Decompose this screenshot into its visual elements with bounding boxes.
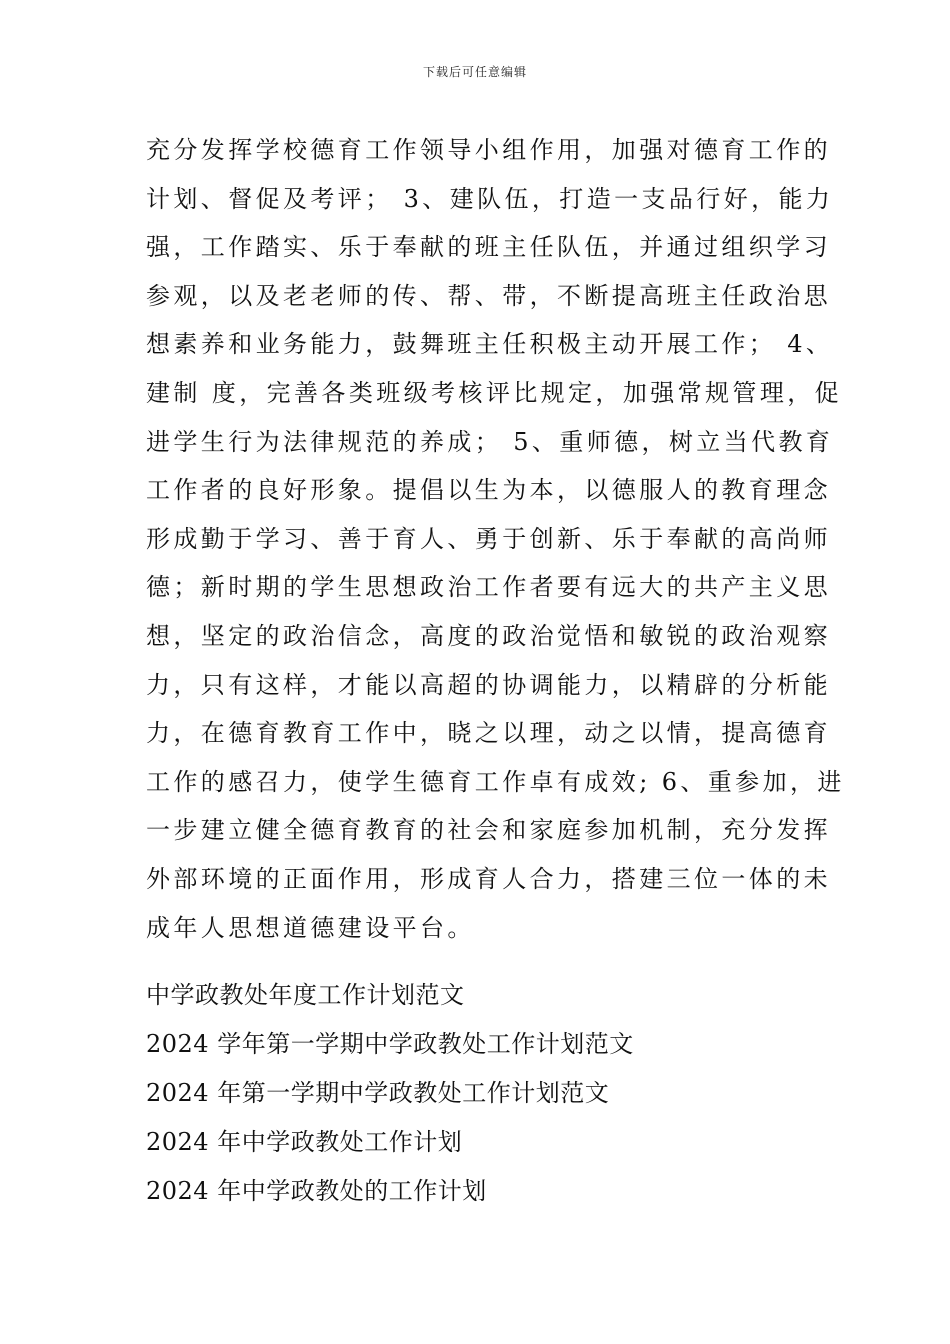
body-paragraph bbox=[146, 126, 845, 952]
page-header: 下载后可任意编辑 bbox=[422, 65, 527, 79]
body-line: 强，工作踏实、乐于奉献的班主任队伍，并通过组织学习 bbox=[146, 233, 831, 262]
body-line: 充分发挥学校德育工作领导小组作用，加强对德育工作的 bbox=[146, 136, 831, 164]
body-line: 德；新时期的学生思想政治工作者要有远大的共产主义思 bbox=[146, 573, 831, 602]
related-articles-list bbox=[146, 971, 810, 1216]
body-line: 想，坚定的政治信念，高度的政治觉悟和敏锐的政治观察 bbox=[146, 621, 831, 650]
body-line: 形成勤于学习、善于育人、勇于创新、乐于奉献的高尚师 bbox=[146, 524, 831, 553]
related-article-link[interactable]: 2024 年第一学期中学政教处工作计划范文 bbox=[146, 1079, 610, 1107]
body-line: 力，只有这样，才能以高超的协调能力，以精辟的分析能 bbox=[146, 670, 831, 699]
body-line: 成年人思想道德建设平台。 bbox=[146, 913, 475, 942]
body-line: 建制 度，完善各类班级考核评比规定，加强常规管理，促 bbox=[146, 378, 843, 407]
body-line: 想素养和业务能力，鼓舞班主任积极主动开展工作； 4、 bbox=[146, 330, 834, 359]
body-line: 进学生行为法律规范的养成； 5、重师德，树立当代教育 bbox=[146, 427, 834, 456]
related-article-link[interactable]: 2024 年中学政教处的工作计划 bbox=[146, 1177, 487, 1205]
related-article-link[interactable]: 中学政教处年度工作计划范文 bbox=[146, 981, 465, 1009]
body-line: 工作者的良好形象。提倡以生为本，以德服人的教育理念 bbox=[146, 476, 831, 505]
body-line: 计划、督促及考评； 3、建队伍，打造一支品行好，能力 bbox=[146, 184, 834, 213]
related-article-link[interactable]: 2024 年中学政教处工作计划 bbox=[146, 1128, 463, 1156]
body-line: 外部环境的正面作用，形成育人合力，搭建三位一体的未 bbox=[146, 864, 831, 893]
body-line: 参观，以及老老师的传、帮、带，不断提高班主任政治思 bbox=[146, 281, 831, 310]
body-line: 工作的感召力，使学生德育工作卓有成效; 6、重参加，进 bbox=[146, 767, 845, 796]
body-line: 力，在德育教育工作中，晓之以理，动之以情，提高德育 bbox=[146, 719, 831, 748]
body-line: 一步建立健全德育教育的社会和家庭参加机制，充分发挥 bbox=[146, 816, 831, 845]
related-article-link[interactable]: 2024 学年第一学期中学政教处工作计划范文 bbox=[146, 1030, 634, 1058]
